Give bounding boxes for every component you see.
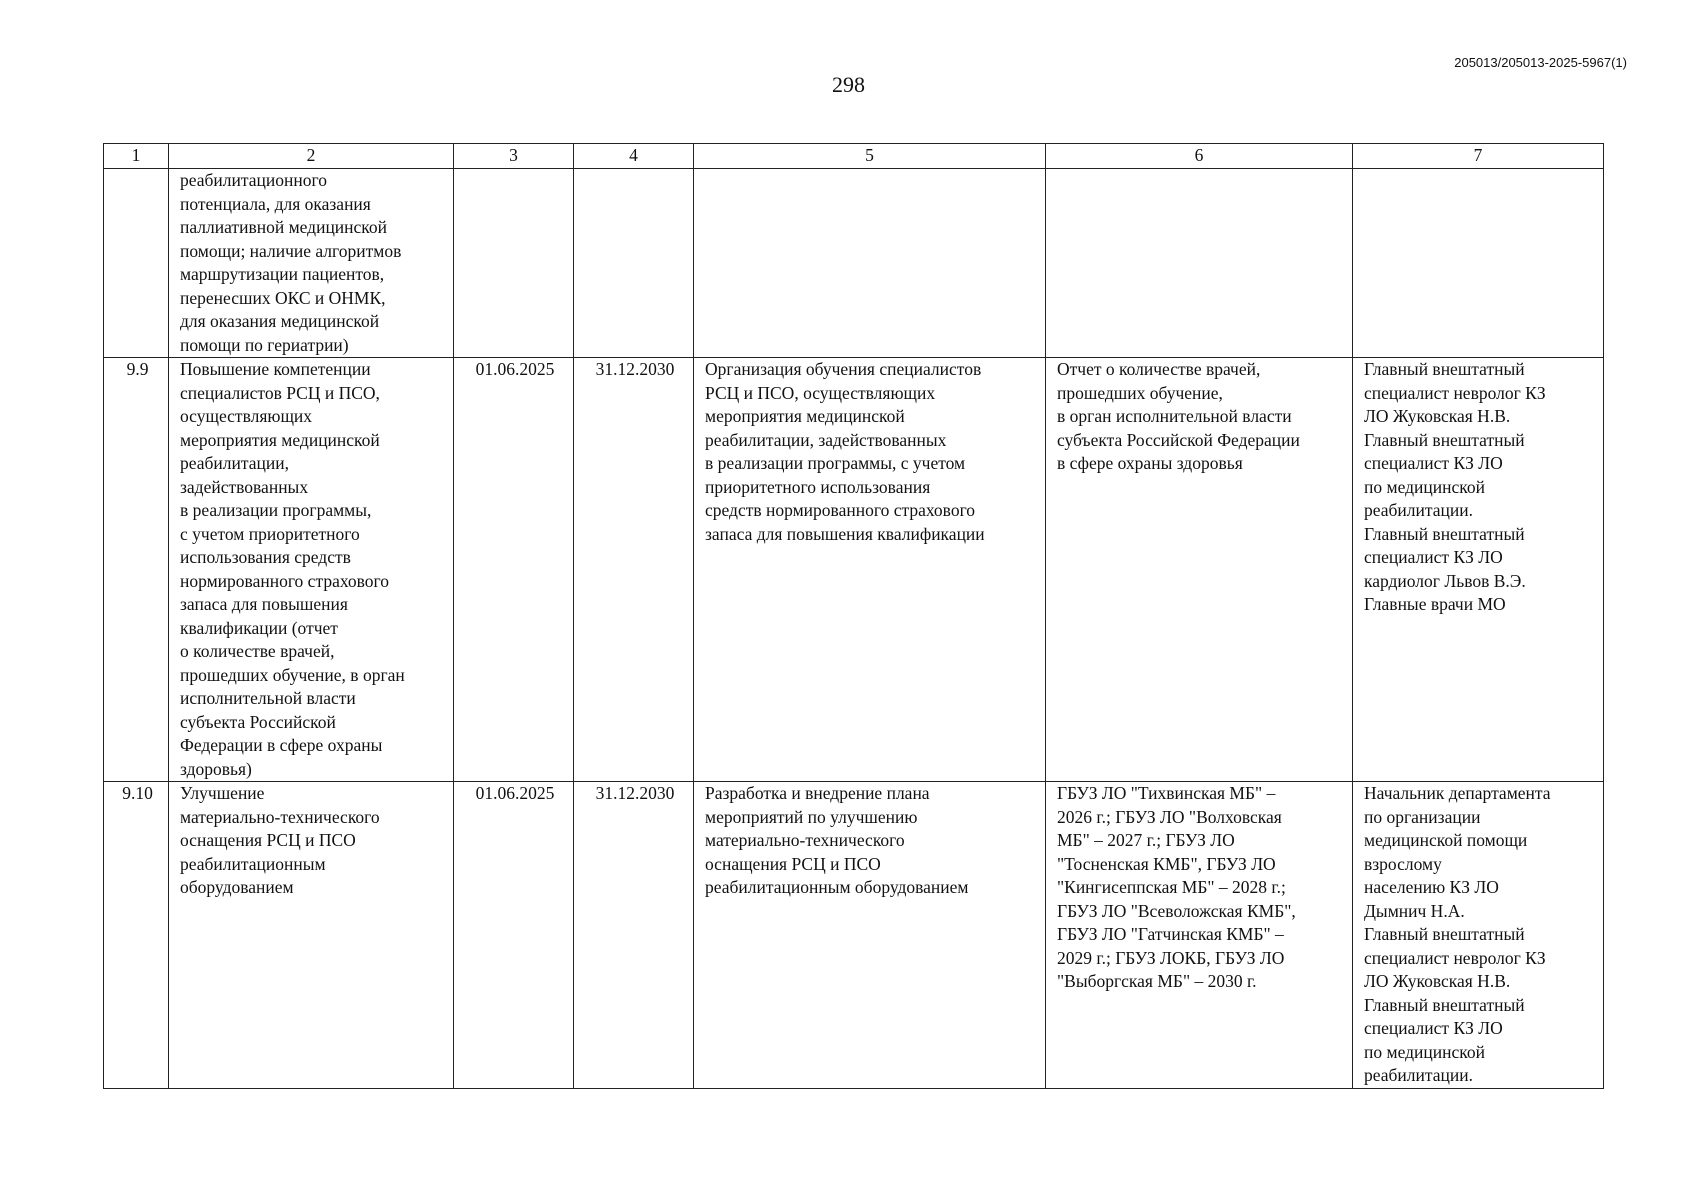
event-cell: Повышение компетенции специалистов РСЦ и ПСО, осуществляющих мероприятия медицинской реабилитации, задействованных в реализации программы, с учетом приоритетного использования средств нормированного страхового запаса для повышения квалификации (отчет о количестве врачей, прошедших обучение, в орган исполнительной власти субъекта Российской Федерации в сфере охраны здоровья) [169,358,454,782]
row-number-cell [104,169,169,358]
column-header-1: 1 [104,144,169,169]
page-number: 298 [832,72,865,97]
table-row [104,358,1604,782]
column-header-4: 4 [574,144,694,169]
column-header-7: 7 [1353,144,1604,169]
description-cell [694,169,1046,358]
responsible-cell: Начальник департамента по организации медицинской помощи взрослому населению КЗ ЛО Дымнич Н.А. Главный внештатный специалист невролог КЗ ЛО Жуковская Н.В. Главный внештатный специалист КЗ ЛО по медицинской реабилитации. [1353,782,1604,1089]
end-date-cell: 31.12.2030 [574,358,694,782]
column-header-3: 3 [454,144,574,169]
row-number-cell: 9.10 [104,782,169,1089]
description-cell: Организация обучения специалистов РСЦ и ПСО, осуществляющих мероприятия медицинской реабилитации, задействованных в реализации программы, с учетом приоритетного использования средств нормированного страхового запаса для повышения квалификации [694,358,1046,782]
event-cell: Улучшение материально-технического оснащения РСЦ и ПСО реабилитационным оборудованием [169,782,454,1089]
result-cell: ГБУЗ ЛО "Тихвинская МБ" – 2026 г.; ГБУЗ ЛО "Волховская МБ" – 2027 г.; ГБУЗ ЛО "Тосненская КМБ", ГБУЗ ЛО "Кингисеппская МБ" – 2028 г.; ГБУЗ ЛО "Всеволожская КМБ", ГБУЗ ЛО "Гатчинская КМБ" – 2029 г.; ГБУЗ ЛОКБ, ГБУЗ ЛО "Выборгская МБ" – 2030 г. [1046,782,1353,1089]
result-cell: Отчет о количестве врачей, прошедших обучение, в орган исполнительной власти субъекта Российской Федерации в сфере охраны здоровья [1046,358,1353,782]
event-cell: реабилитационного потенциала, для оказания паллиативной медицинской помощи; наличие алгоритмов маршрутизации пациентов, перенесших ОКС и ОНМК, для оказания медицинской помощи по гериатрии) [169,169,454,358]
start-date-cell: 01.06.2025 [454,782,574,1089]
start-date-cell [454,169,574,358]
start-date-cell: 01.06.2025 [454,358,574,782]
responsible-cell [1353,169,1604,358]
row-number-cell: 9.9 [104,358,169,782]
column-header-2: 2 [169,144,454,169]
table-row [104,782,1604,1089]
responsible-cell: Главный внештатный специалист невролог КЗ ЛО Жуковская Н.В. Главный внештатный специалист КЗ ЛО по медицинской реабилитации. Главный внештатный специалист КЗ ЛО кардиолог Львов В.Э. Главные врачи МО [1353,358,1604,782]
description-cell: Разработка и внедрение плана мероприятий по улучшению материально-технического оснащения РСЦ и ПСО реабилитационным оборудованием [694,782,1046,1089]
document-reference: 205013/205013-2025-5967(1) [1454,55,1627,70]
end-date-cell: 31.12.2030 [574,782,694,1089]
column-header-5: 5 [694,144,1046,169]
end-date-cell [574,169,694,358]
plan-table [103,143,1604,1089]
table-header-row [104,144,1604,169]
column-header-6: 6 [1046,144,1353,169]
result-cell [1046,169,1353,358]
table-row [104,169,1604,358]
